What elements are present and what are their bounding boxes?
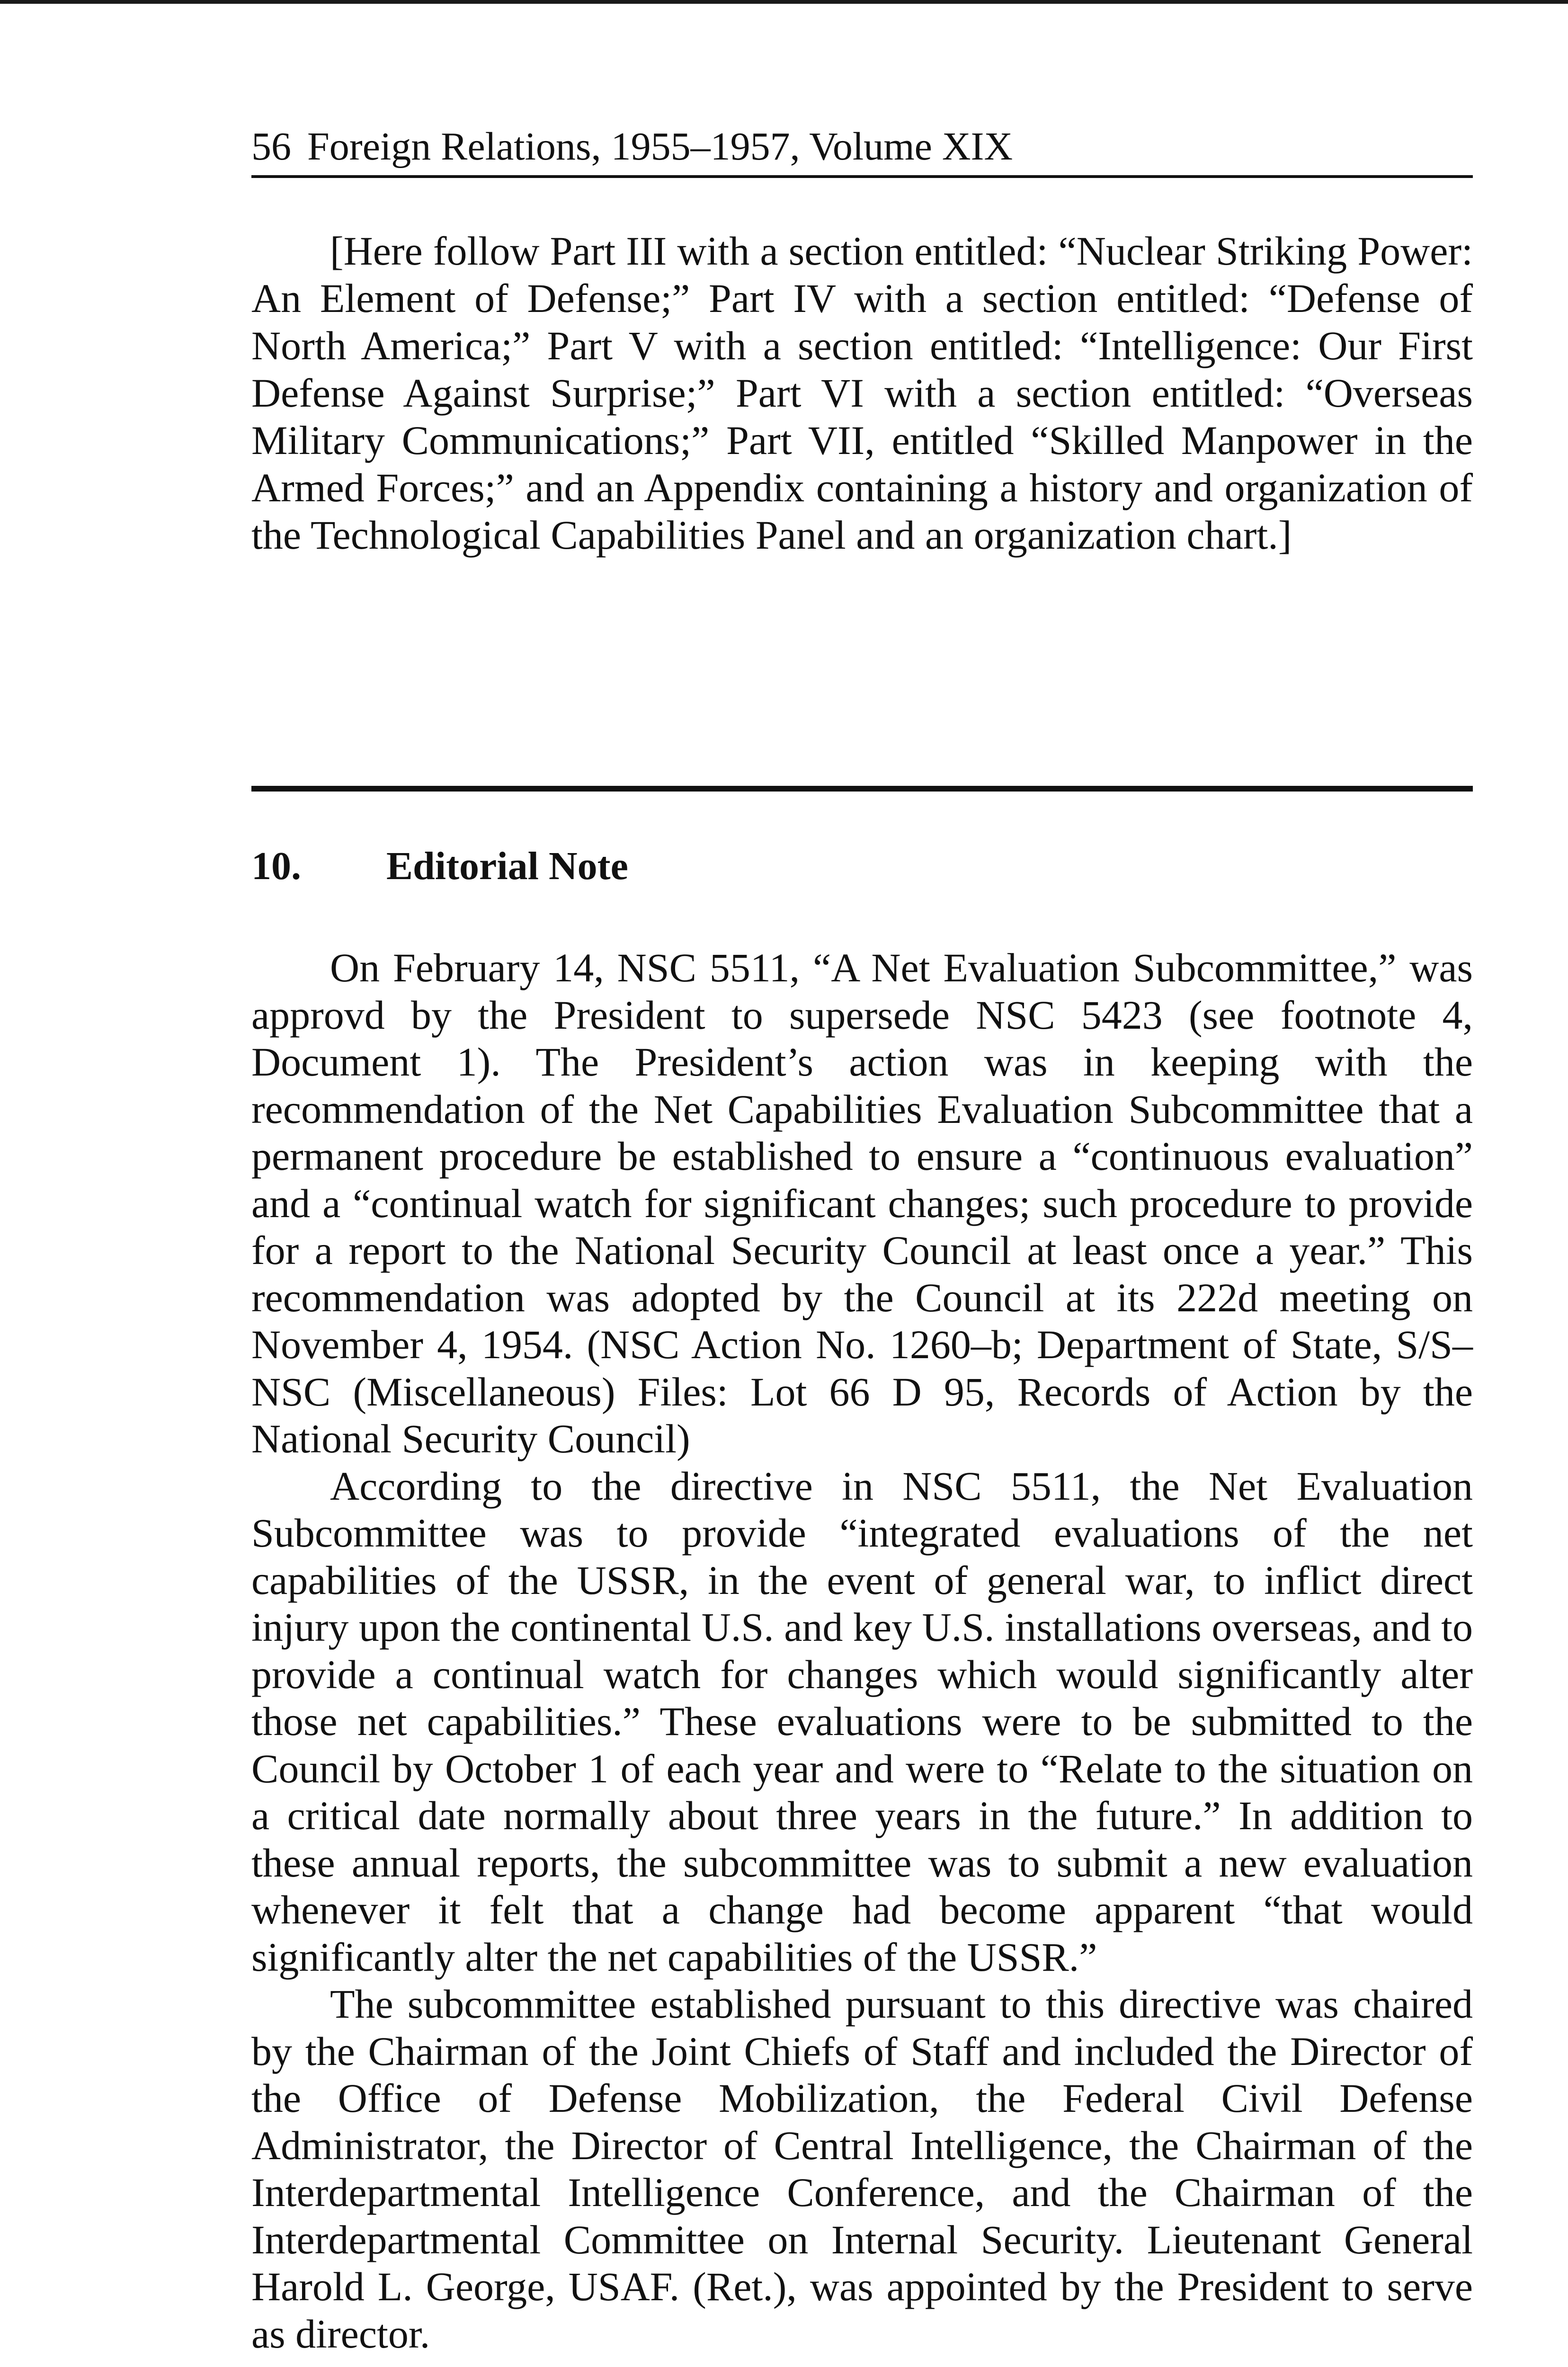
bracketed-note: [Here follow Part III with a section entitled: “Nuclear Striking Power: An Element of Defense;” Part IV with a section entitled: “Defense of North America;” Part V with a section entitled: “Intelligence: Our First Defense Against Surprise;” Part VI with a section entitled: “Overseas Military Communications;” Part VII, entitled “Skilled Manpower in the Armed Forces;” and an Appendix containing a history and organization of the Technological Capabilities Panel and an organization chart.] <box>251 228 1473 558</box>
document-heading <box>251 843 1473 890</box>
section-divider-rule <box>251 786 1473 792</box>
page-number: 56 <box>251 125 291 169</box>
document-number: 10. <box>251 844 301 888</box>
header-rule <box>251 175 1473 178</box>
document-title: Editorial Note <box>386 844 628 888</box>
volume-title: Foreign Relations, 1955–1957, Volume XIX <box>307 125 1013 169</box>
paragraph-3: The subcommittee established pursuant to this directive was chaired by the Chairman of the Joint Chiefs of Staff and included the Director of the Office of Defense Mobilization, the Federal Civil Defense Administrator, the Director of Central Intelligence, the Chairman of the Interdepartmental Intelligence Conference, and the Chairman of the Interdepartmental Committee on Internal Security. Lieutenant General Harold L. George, USAF. (Ret.), was appointed by the President to serve as director. <box>251 1981 1473 2357</box>
paragraph-1: On February 14, NSC 5511, “A Net Evaluation Subcommittee,” was approvd by the President to supersede NSC 5423 (see footnote 4, Document 1). The President’s action was in keeping with the recommendation of the Net Capabilities Evaluation Subcommittee that a permanent procedure be established to ensure a “continuous evaluation” and a “continual watch for significant changes; such procedure to provide for a report to the National Security Council at least once a year.” This recommendation was adopted by the Council at its 222d meeting on November 4, 1954. (NSC Action No. 1260–b; Department of State, S/S–NSC (Miscellaneous) Files: Lot 66 D 95, Records of Action by the National Security Council) <box>251 945 1473 1461</box>
paragraph-2: According to the directive in NSC 5511, the Net Evaluation Subcommittee was to provide “integrated evaluations of the net capabilities of the USSR, in the event of general war, to inflict direct injury upon the continental U.S. and key U.S. installations overseas, and to provide a continual watch for changes which would significantly alter those net capabilities.” These evaluations were to be submitted to the Council by October 1 of each year and were to “Relate to the situation on a critical date normally about three years in the future.” In addition to these annual reports, the subcommittee was to submit a new evaluation whenever it felt that a change had become apparent “that would significantly alter the net capabilities of the USSR.” <box>251 1463 1473 1980</box>
running-head <box>251 121 1473 173</box>
editorial-note-body <box>251 944 1473 2358</box>
page-top-border <box>0 0 1568 4</box>
